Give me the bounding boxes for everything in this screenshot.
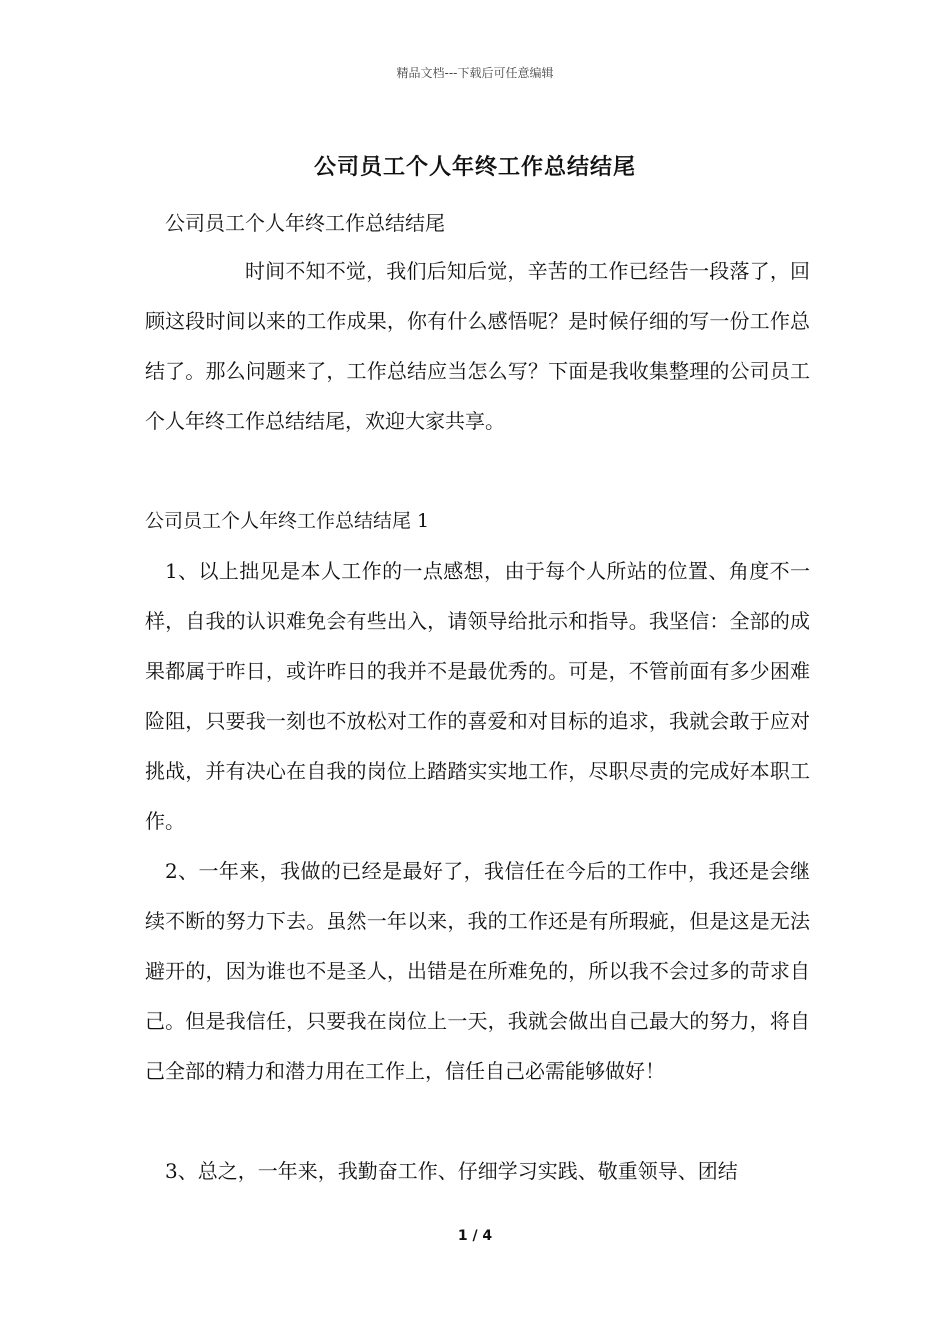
section-heading: 公司员工个人年终工作总结结尾 1 (145, 510, 430, 532)
page-header: 精品文档---下载后可任意编辑 (396, 66, 554, 80)
body-paragraph-3: 3、总之，一年来，我勤奋工作、仔细学习实践、敬重领导、团结 (165, 1159, 738, 1183)
document-subtitle: 公司员工个人年终工作总结结尾 (165, 211, 445, 235)
page-number: 1 / 4 (457, 1228, 493, 1244)
body-paragraph-2: 2、一年来，我做的已经是最好了，我信任在今后的工作中，我还是会继续不断的努力下去。虽然一年以来，我的工作还是有所瑕疵，但是这是无法避开的，因为谁也不是圣人，出错是在所难免的，所以我不会过多的苛求自己。但是我信任，只要我在岗位上一天，我就会做出自己最大的努力，将自己全部的精力和潜力用在工作上，信任自己必需能够做好！ (145, 859, 810, 1083)
document-title: 公司员工个人年终工作总结结尾 (313, 155, 636, 180)
body-paragraph-1: 1、以上拙见是本人工作的一点感想，由于每个人所站的位置、角度不一样，自我的认识难免会有些出入，请领导给批示和指导。我坚信：全部的成果都属于昨日，或许昨日的我并不是最优秀的。可是，不管前面有多少困难险阻，只要我一刻也不放松对工作的喜爱和对目标的追求，我就会敢于应对挑战，并有决心在自我的岗位上踏踏实实地工作，尽职尽责的完成好本职工作。 (145, 559, 810, 833)
intro-paragraph: 时间不知不觉，我们后知后觉，辛苦的工作已经告一段落了，回顾这段时间以来的工作成果，你有什么感悟呢？是时候仔细的写一份工作总结了。那么问题来了，工作总结应当怎么写？下面是我收集整理的公司员工个人年终工作总结结尾，欢迎大家共享。 (145, 259, 810, 433)
